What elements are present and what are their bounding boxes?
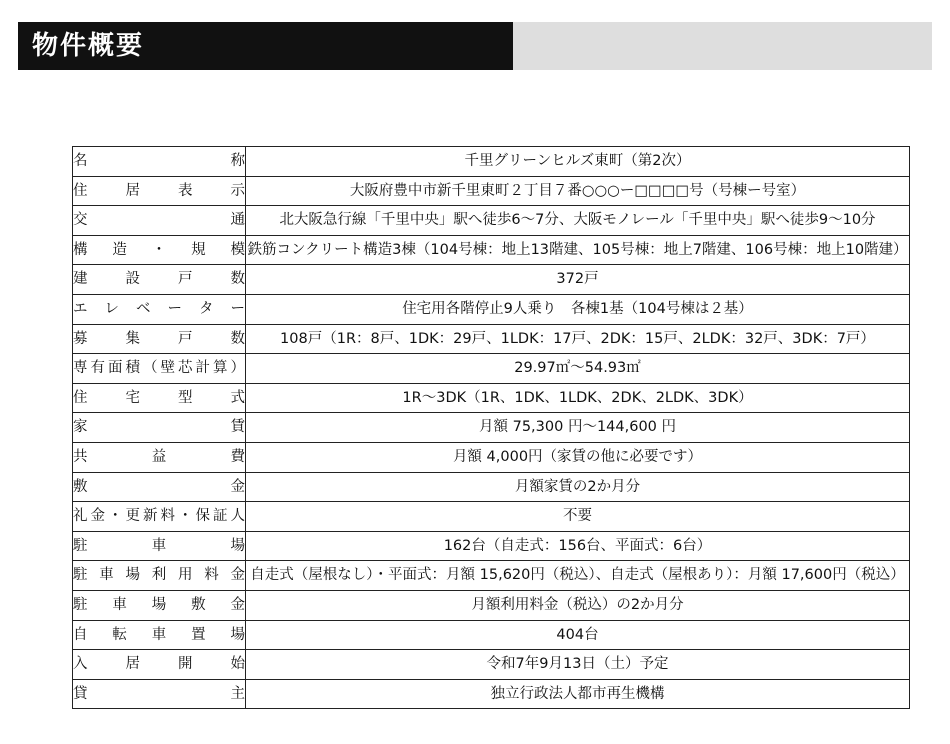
row-label-cell — [73, 265, 246, 295]
table-row — [73, 147, 910, 177]
row-label: 家賃 — [73, 419, 245, 436]
table-row — [73, 561, 910, 591]
row-value: 自走式（屋根なし）・平面式：月額 15,620円（税込）、自走式（屋根あり）：月額 17,600円（税込） — [246, 561, 910, 591]
header-gray-block — [513, 22, 932, 70]
row-value: 大阪府豊中市新千里東町２丁目７番○○○ー□□□□号（号棟ー号室） — [246, 176, 910, 206]
row-label: 募集戸数 — [73, 330, 245, 347]
row-label: 礼金・更新料・保証人 — [73, 508, 245, 525]
row-label-cell — [73, 590, 246, 620]
table-row — [73, 265, 910, 295]
table-row — [73, 620, 910, 650]
row-label: 名称 — [73, 153, 245, 170]
row-value: 千里グリーンヒルズ東町（第2次） — [246, 147, 910, 177]
row-label-cell — [73, 235, 246, 265]
row-value: 独立行政法人都市再生機構 — [246, 679, 910, 709]
page-title: 物件概要 — [32, 31, 145, 61]
row-label-cell — [73, 206, 246, 236]
table-row — [73, 442, 910, 472]
row-label: 構造・規模 — [73, 241, 245, 258]
row-value: 不要 — [246, 502, 910, 532]
row-label-cell — [73, 176, 246, 206]
row-value: 住宅用各階停止9人乗り 各棟1基（104号棟は２基） — [246, 294, 910, 324]
row-label: 入居開始 — [73, 656, 245, 673]
row-label-cell — [73, 502, 246, 532]
row-value: 29.97㎡〜54.93㎡ — [246, 354, 910, 384]
row-label: 交通 — [73, 212, 245, 229]
row-label: 住居表示 — [73, 182, 245, 199]
row-label: 建設戸数 — [73, 271, 245, 288]
row-value: 108戸（1R：8戸、1DK：29戸、1LDK：17戸、2DK：15戸、2LDK：32戸、3DK：7戸） — [246, 324, 910, 354]
row-label-cell — [73, 531, 246, 561]
table-row — [73, 650, 910, 680]
table-row — [73, 206, 910, 236]
table-row — [73, 531, 910, 561]
row-value: 1R〜3DK（1R、1DK、1LDK、2DK、2LDK、3DK） — [246, 383, 910, 413]
table-row — [73, 679, 910, 709]
row-label: 駐車場敷金 — [73, 596, 245, 613]
row-label-cell — [73, 354, 246, 384]
table-row — [73, 294, 910, 324]
row-label-cell — [73, 561, 246, 591]
row-value: 月額 4,000円（家賃の他に必要です） — [246, 442, 910, 472]
table-row — [73, 472, 910, 502]
table-row — [73, 590, 910, 620]
row-label: 敷金 — [73, 478, 245, 495]
table-row — [73, 502, 910, 532]
row-label-cell — [73, 324, 246, 354]
row-value: 404台 — [246, 620, 910, 650]
table-body — [73, 147, 910, 709]
table-row — [73, 383, 910, 413]
row-value: 372戸 — [246, 265, 910, 295]
row-label-cell — [73, 679, 246, 709]
row-value: 月額家賃の2か月分 — [246, 472, 910, 502]
table-row — [73, 176, 910, 206]
row-label-cell — [73, 650, 246, 680]
row-label-cell — [73, 294, 246, 324]
table-row — [73, 235, 910, 265]
row-label: エレベーター — [73, 301, 245, 318]
row-value: 令和7年9月13日（土）予定 — [246, 650, 910, 680]
row-label-cell — [73, 383, 246, 413]
row-label: 駐車場 — [73, 537, 245, 554]
row-label-cell — [73, 442, 246, 472]
property-overview-table — [72, 146, 910, 709]
row-value: 月額 75,300 円〜144,600 円 — [246, 413, 910, 443]
section-header — [18, 22, 932, 70]
row-label: 共益費 — [73, 448, 245, 465]
row-label-cell — [73, 147, 246, 177]
table-row — [73, 324, 910, 354]
table-row — [73, 354, 910, 384]
row-label-cell — [73, 472, 246, 502]
table-row — [73, 413, 910, 443]
row-label-cell — [73, 620, 246, 650]
row-label: 自転車置場 — [73, 626, 245, 643]
row-label: 貸主 — [73, 685, 245, 702]
row-value: 月額利用料金（税込）の2か月分 — [246, 590, 910, 620]
row-label-cell — [73, 413, 246, 443]
row-value: 鉄筋コンクリート構造3棟（104号棟：地上13階建、105号棟：地上7階建、106号棟：地上10階建） — [246, 235, 910, 265]
row-label: 駐車場利用料金 — [73, 567, 245, 584]
row-label: 住宅型式 — [73, 389, 245, 406]
row-value: 162台（自走式：156台、平面式：6台） — [246, 531, 910, 561]
header-title-block — [18, 22, 513, 70]
row-label: 専有面積（壁芯計算） — [73, 360, 245, 377]
row-value: 北大阪急行線「千里中央」駅へ徒歩6〜7分、大阪モノレール「千里中央」駅へ徒歩9〜10分 — [246, 206, 910, 236]
